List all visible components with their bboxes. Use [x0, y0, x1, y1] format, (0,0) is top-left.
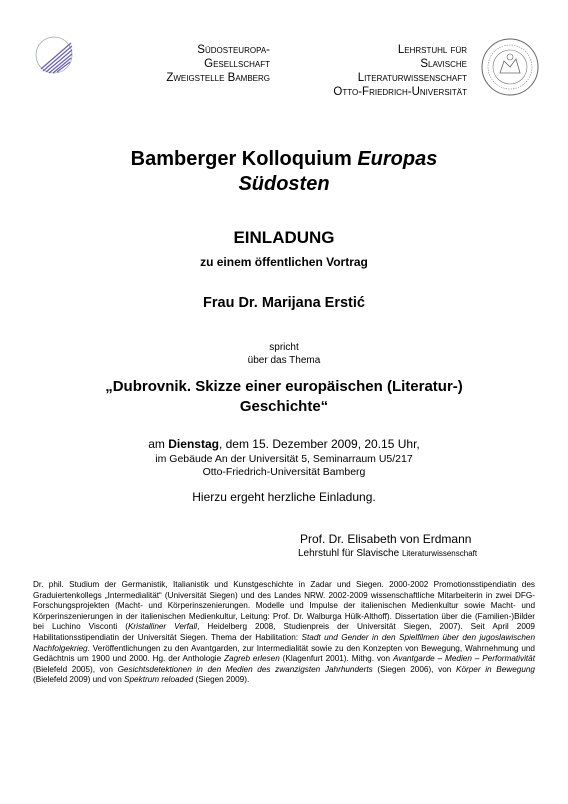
bio-italic-4: Avantgarde – Medien – Performativität: [392, 654, 535, 664]
topic-line-2: Geschichte“: [239, 398, 329, 415]
chair-line-1: Lehrstuhl für: [397, 44, 467, 56]
soeg-logo: [33, 35, 75, 75]
topic-line-1: „Dubrovnik. Skizze einer europäischen (Literatur-): [105, 378, 463, 395]
speaks-line-2: über das Thema: [247, 355, 321, 366]
event-title: [0, 147, 568, 197]
bio-italic-2: Stadt und Gender in den Spielfilmen über den jugoslawischen Nachfolgekrieg: [33, 632, 536, 653]
bio-text-5: (Bielefeld 2005), von: [33, 664, 118, 674]
signature-chair-main: Lehrstuhl für Slavische: [298, 548, 402, 559]
event-place: [0, 453, 568, 479]
title-italic-2: Südosten: [238, 173, 330, 195]
bio-italic-7: Spektrum reloaded: [124, 675, 194, 685]
bio-text-7: (Bielefeld 2009) und von: [33, 675, 125, 685]
title-italic-1: Europas: [357, 148, 438, 170]
bio-italic-6: Körper in Bewegung: [456, 664, 535, 674]
invitation-subheading: zu einem öffentlichen Vortrag: [200, 255, 368, 269]
bio-text-3: . Veröffentlichungen zu den Avantgarden, zur Intermedialität sowie zu den Konzepten von Bewegung, Wahrnehmung und Gedächtnis um 1900 und 2000. Hg. der Anthologie: [33, 643, 535, 664]
bio-text-6: (Siegen 2006), von: [372, 664, 456, 674]
date-rest: , dem 15. Dezember 2009, 20.15 Uhr,: [218, 437, 420, 451]
closing-line: Hierzu ergeht herzliche Einladung.: [192, 490, 376, 504]
invitation-heading: EINLADUNG: [233, 228, 335, 247]
speaks-line-1: spricht: [269, 342, 299, 353]
bio-text-1: Dr. phil. Studium der Germanistik, Italianistik und Kunstgeschichte in Zadar und Siegen. 2000-2002 Promotionsstipendiatin des Graduiertenkollegs „Intermedialität“ (Universität Siegen) und des Landes NRW. 2002-2009 wissenschaftliche Mitarbeiterin in zwei DFG-Forschungsprojekten (Macht- und Körperinszenierungen. Modelle und Impulse der italienischen Medienkultur sowie Macht- und Körperinszenierungen in der italienischen Medienkultur, Leitung: Prof. Dr. Walburga Hülk-Althoff). Dissertation über die (Familien-)Bilder bei Luchino Visconti (: [33, 580, 535, 632]
event-date: [0, 437, 568, 451]
university-seal: [480, 37, 540, 97]
bio-text-8: (Siegen 2009).: [193, 675, 250, 685]
signature-chair-small: Literaturwissenschaft: [401, 549, 478, 558]
speaks-about: [0, 341, 568, 367]
chair-header: [290, 43, 467, 99]
bio-italic-1: Kristalliner Verfall: [127, 622, 198, 632]
soeg-header: [120, 43, 270, 85]
bio-text-2: , Heidelberg 2008, Studienpreis der Universität Siegen, 2007). Seit April 2009 Habilitationsstipendiatin der Universität Siegen. Thema der Habilitation:: [33, 622, 535, 642]
soeg-line-3: Zweigstelle Bamberg: [166, 72, 270, 84]
bio-text-4: (Klagenfurt 2001). Mithg. von: [279, 654, 393, 664]
bio-italic-3: Zagreb erlesen: [224, 654, 280, 664]
place-line-2: Otto-Friedrich-Universität Bamberg: [202, 466, 366, 478]
title-plain: Bamberger Kolloquium: [130, 148, 358, 170]
place-line-1: im Gebäude An der Universität 5, Seminarraum U5/217: [155, 453, 413, 465]
soeg-line-2: Gesellschaft: [204, 58, 270, 70]
speaker-biography: [33, 580, 535, 686]
chair-line-2: Slavische: [420, 58, 467, 70]
chair-line-3: Literaturwissenschaft: [357, 72, 467, 84]
bio-italic-5: Gesichtsdetektionen in den Medien des zwanzigsten Jahrhunderts: [117, 664, 373, 674]
chair-line-4: Otto-Friedrich-Universität: [333, 86, 467, 98]
soeg-line-1: Südosteuropa-: [197, 44, 270, 56]
signature-chair: [298, 548, 477, 559]
lecture-topic: [0, 377, 568, 417]
date-prefix: am: [148, 437, 169, 451]
speaker-name: Frau Dr. Marijana Erstić: [203, 295, 365, 311]
date-day: Dienstag: [168, 437, 219, 451]
signature-name: Prof. Dr. Elisabeth von Erdmann: [300, 532, 472, 546]
